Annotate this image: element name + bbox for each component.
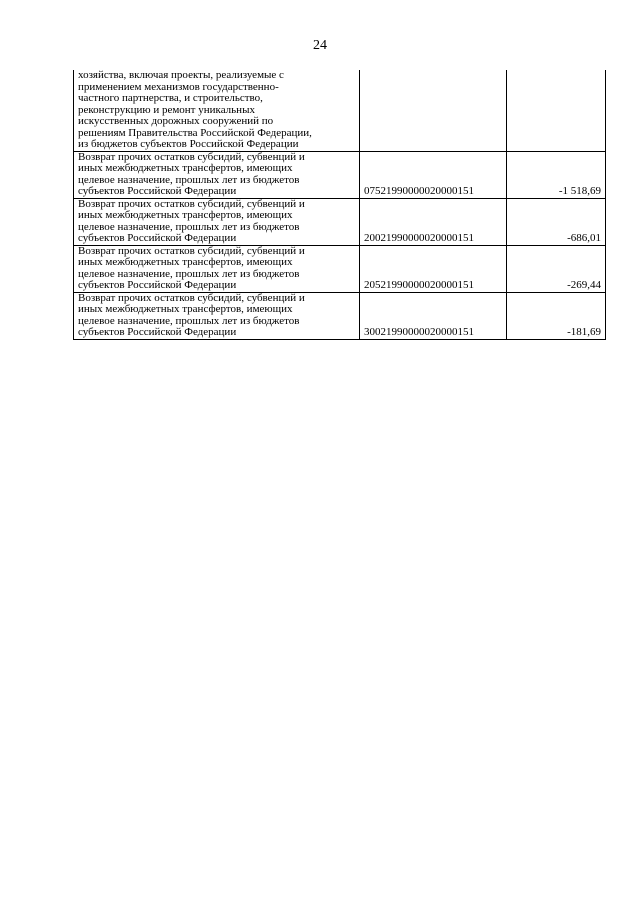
description-cell (74, 292, 360, 339)
description-line: Возврат прочих остатков субсидий, субвенций и (78, 291, 305, 304)
description-cell (74, 70, 360, 151)
description-line: искусственных дорожных сооружений по (78, 115, 274, 127)
table-row (74, 245, 606, 292)
code-cell: 07521990000020000151 (360, 151, 507, 198)
description-line: применением механизмов государственно- (78, 80, 279, 93)
description-line: реконструкцию и ремонт уникальных (78, 103, 255, 116)
table-row (74, 151, 606, 198)
description-line: Возврат прочих остатков субсидий, субвенций и (78, 244, 305, 257)
description-line: частного партнерства, и строительство, (78, 92, 263, 104)
description-line: иных межбюджетных трансфертов, имеющих (78, 209, 293, 221)
amount-cell: -1 518,69 (507, 151, 606, 198)
description-line: целевое назначение, прошлых лет из бюджетов (78, 267, 300, 280)
code-cell: 20021990000020000151 (360, 198, 507, 245)
description-line: из бюджетов субъектов Российской Федерации (78, 138, 299, 150)
description-line: иных межбюджетных трансфертов, имеющих (78, 162, 293, 174)
budget-table (73, 70, 606, 340)
description-line: целевое назначение, прошлых лет из бюджетов (78, 173, 300, 186)
description-line: субъектов Российской Федерации (78, 185, 237, 197)
amount-cell: -686,01 (507, 198, 606, 245)
table-row (74, 292, 606, 339)
description-line: целевое назначение, прошлых лет из бюджетов (78, 220, 300, 233)
description-cell (74, 245, 360, 292)
description-line: хозяйства, включая проекты, реализуемые с (78, 69, 284, 81)
amount-cell (507, 70, 606, 151)
description-cell (74, 198, 360, 245)
amount-cell: -269,44 (507, 245, 606, 292)
description-line: субъектов Российской Федерации (78, 326, 237, 338)
description-line: субъектов Российской Федерации (78, 232, 237, 244)
amount-cell: -181,69 (507, 292, 606, 339)
code-cell: 30021990000020000151 (360, 292, 507, 339)
description-line: субъектов Российской Федерации (78, 279, 237, 291)
code-cell (360, 70, 507, 151)
table-row (74, 70, 606, 151)
description-line: Возврат прочих остатков субсидий, субвенций и (78, 197, 305, 210)
description-line: иных межбюджетных трансфертов, имеющих (78, 303, 293, 315)
page-number: 24 (313, 38, 327, 53)
description-line: решениям Правительства Российской Федерации, (78, 126, 312, 139)
table-row (74, 198, 606, 245)
description-cell (74, 151, 360, 198)
code-cell: 20521990000020000151 (360, 245, 507, 292)
description-line: целевое назначение, прошлых лет из бюджетов (78, 314, 300, 327)
description-line: иных межбюджетных трансфертов, имеющих (78, 256, 293, 268)
description-line: Возврат прочих остатков субсидий, субвенций и (78, 150, 305, 163)
